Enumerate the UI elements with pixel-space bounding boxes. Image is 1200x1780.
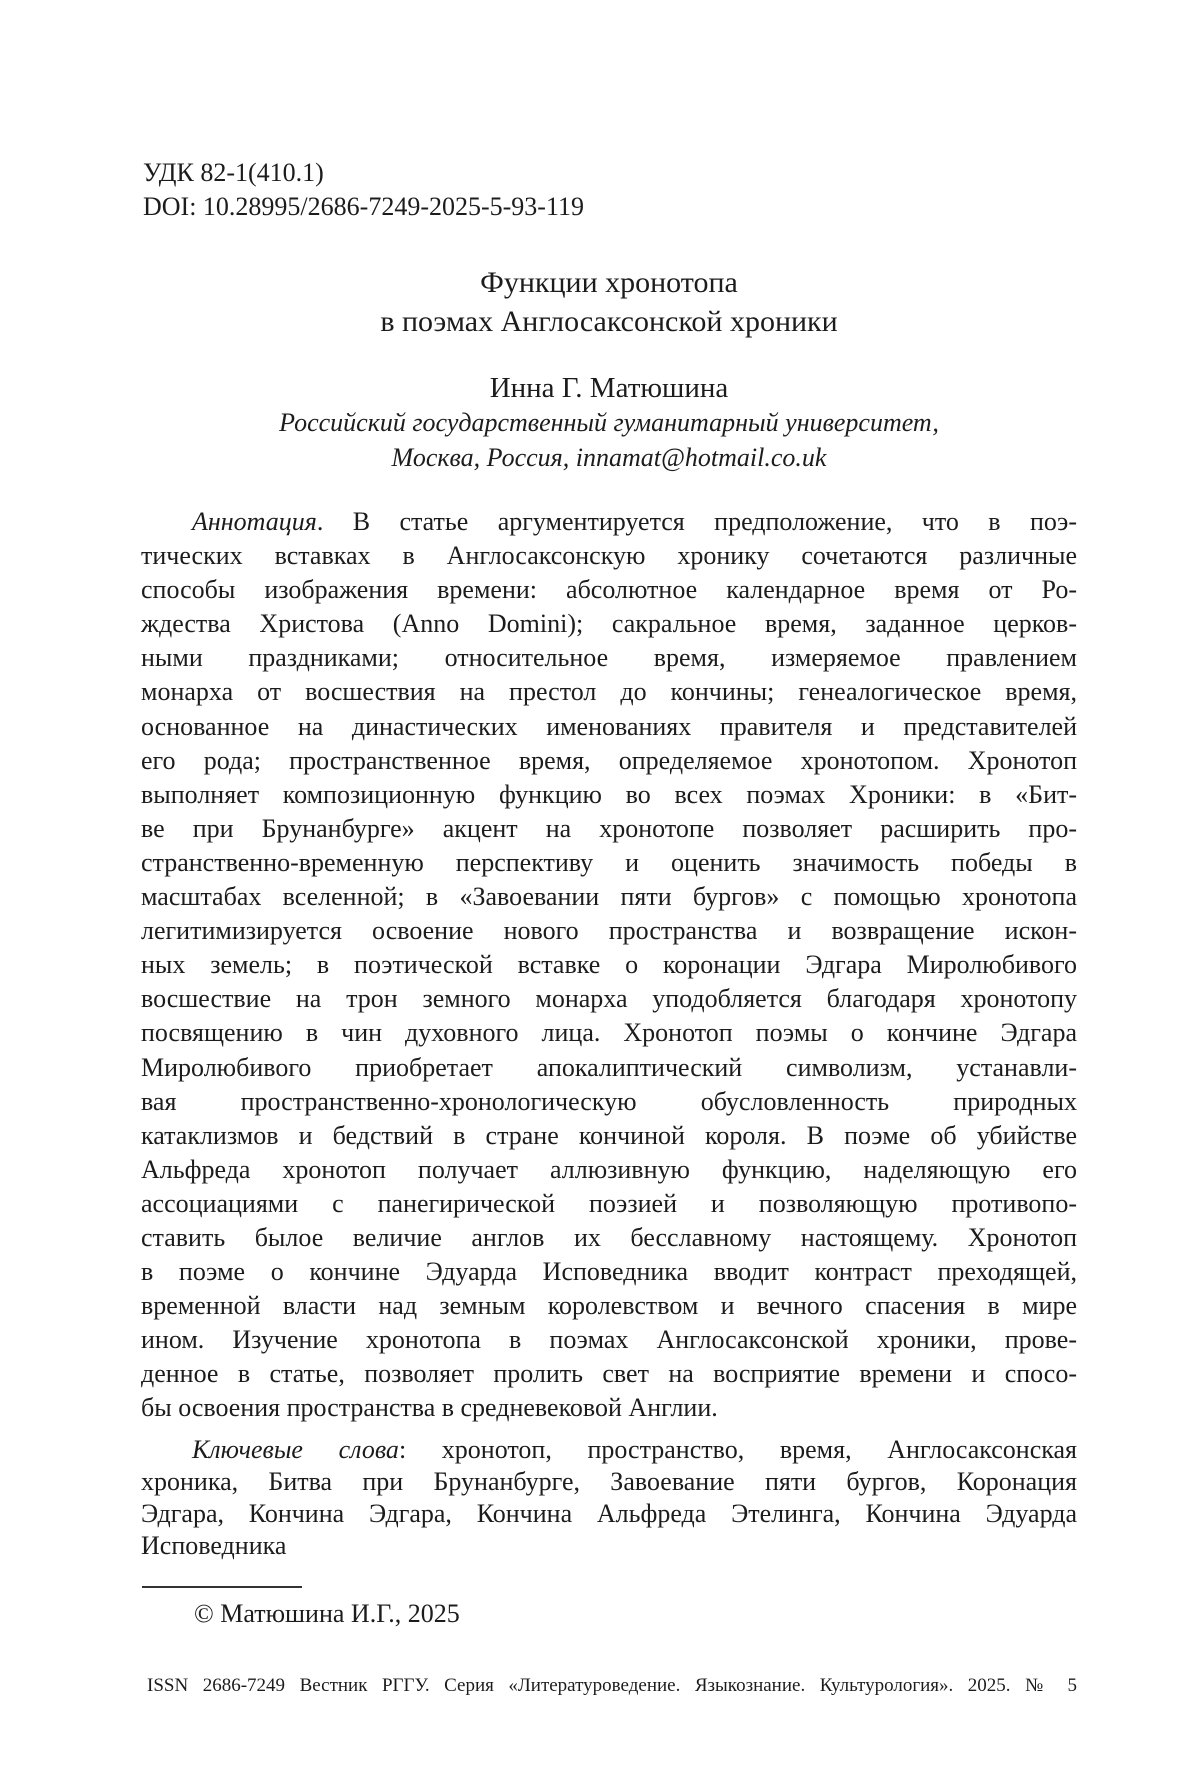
- keywords-line: [141, 1434, 1077, 1466]
- annotation-line: в поэме о кончине Эдуарда Исповедника вводит контраст преходящей,: [141, 1257, 1077, 1287]
- annotation-line: Альфреда хронотоп получает аллюзивную функцию, наделяющую его: [141, 1154, 1077, 1184]
- annotation-line: Миролюбивого приобретает апокалиптический символизм, устанавли-: [141, 1052, 1077, 1082]
- annotation-line: ином. Изучение хронотопа в поэмах Англосаксонской хроники, прове-: [141, 1325, 1077, 1355]
- copyright: © Матюшина И.Г., 2025: [194, 1599, 460, 1628]
- annotation-line: вая пространственно-хронологическую обусловленность природных: [141, 1086, 1077, 1116]
- udk-code: УДК 82-1(410.1): [143, 158, 324, 187]
- annotation-line: бы освоения пространства в средневековой Англии.: [141, 1393, 718, 1423]
- affiliation: [141, 405, 1077, 475]
- author-name: Инна Г. Матюшина: [489, 372, 729, 404]
- issn: ISSN 2686-7249: [147, 1675, 286, 1696]
- journal-name: Вестник РГГУ. Серия «Литературоведение. Языкознание. Культурология». 2025. № 5: [299, 1675, 1077, 1696]
- annotation-line: монарха от восшествия на престол до кончины; генеалогическое время,: [141, 677, 1077, 707]
- annotation-line: ве при Брунанбурге» акцент на хронотопе позволяет расширить про-: [141, 813, 1077, 843]
- annotation-line: денное в статье, позволяет пролить свет на восприятие времени и спосо-: [141, 1359, 1077, 1389]
- article-title: [141, 263, 1077, 341]
- annotation-line: странственно-временную перспективу и оценить значимость победы в: [141, 847, 1077, 877]
- affiliation-line: Москва, Россия, innamat@hotmail.co.uk: [391, 443, 827, 472]
- annotation-line: ставить былое величие англов их бесславному настоящему. Хронотоп: [141, 1222, 1077, 1252]
- annotation-line: тических вставках в Англосаксонскую хронику сочетаются различные: [141, 541, 1077, 571]
- annotation-line: катаклизмов и бедствий в стране кончиной короля. В поэме об убийстве: [141, 1120, 1077, 1150]
- annotation-line: восшествие на трон земного монарха уподобляется благодаря хронотопу: [141, 984, 1077, 1014]
- annotation-line: ассоциациями с панегирической поэзией и позволяющую противопо-: [141, 1188, 1077, 1218]
- keywords-line: Эдгара, Кончина Эдгара, Кончина Альфреда Этелинга, Кончина Эдуарда: [141, 1499, 1077, 1528]
- annotation-line: временной власти над земным королевством и вечного спасения в мире: [141, 1291, 1077, 1321]
- annotation-line: [141, 505, 1077, 539]
- annotation-text: . В статье аргументируется предположение, что в поэ-: [316, 507, 1077, 536]
- affiliation-line: Российский государственный гуманитарный университет,: [279, 408, 939, 437]
- annotation-line: основанное на династических именованиях правителя и представителей: [141, 711, 1077, 741]
- annotation-line: ных земель; в поэтической вставке о коронации Эдгара Миролюбивого: [141, 950, 1077, 980]
- keywords-label: Ключевые слова: [192, 1435, 399, 1464]
- keywords-text: : хронотоп, пространство, время, Англосаксонская: [398, 1435, 1078, 1464]
- title-line: Функции хронотопа: [480, 266, 738, 299]
- annotation-line: ными праздниками; относительное время, измеряемое правлением: [141, 643, 1077, 673]
- annotation-label: Аннотация: [192, 507, 317, 536]
- keywords-line: хроника, Битва при Брунанбурге, Завоевание пяти бургов, Коронация: [141, 1467, 1077, 1496]
- keywords: [141, 1434, 1077, 1562]
- annotation-line: ждества Христова (Anno Domini); сакральное время, заданное церков-: [141, 609, 1077, 639]
- footnote-divider: [142, 1586, 302, 1588]
- annotation-line: способы изображения времени: абсолютное календарное время от Ро-: [141, 575, 1077, 605]
- title-line: в поэмах Англосаксонской хроники: [380, 305, 838, 338]
- keywords-line: Исповедника: [141, 1531, 287, 1560]
- doi: DOI: 10.28995/2686-7249-2025-5-93-119: [143, 192, 584, 221]
- annotation-line: масштабах вселенной; в «Завоевании пяти бургов» с помощью хронотопа: [141, 882, 1077, 912]
- annotation-line: выполняет композиционную функцию во всех поэмах Хроники: в «Бит-: [141, 779, 1077, 809]
- annotation: [141, 505, 1077, 1426]
- annotation-line: легитимизируется освоение нового пространства и возвращение искон-: [141, 916, 1077, 946]
- journal-footer: [147, 1674, 1077, 1698]
- annotation-line: посвящению в чин духовного лица. Хронотоп поэмы о кончине Эдгара: [141, 1018, 1077, 1048]
- annotation-line: его рода; пространственное время, определяемое хронотопом. Хронотоп: [141, 745, 1077, 775]
